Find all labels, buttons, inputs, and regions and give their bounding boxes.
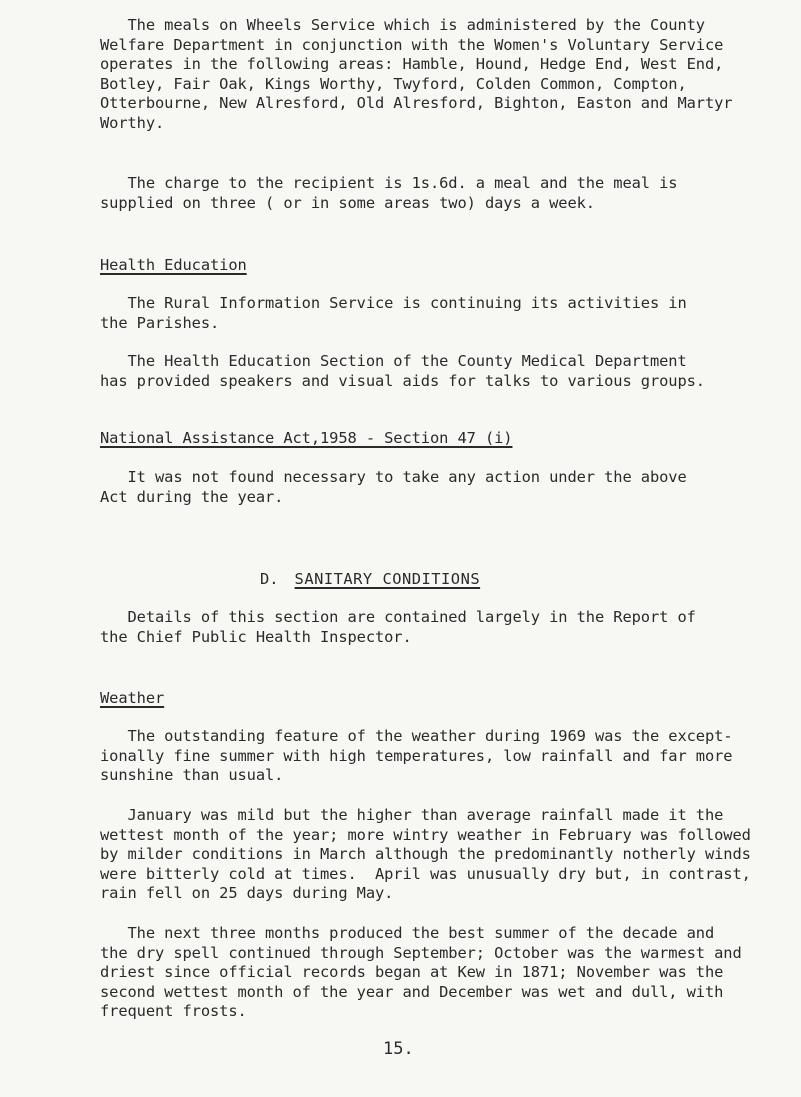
national-assistance-heading: National Assistance Act,1958 - Section 47 (i) <box>100 429 513 447</box>
weather-later-year-paragraph: The next three months produced the best summer of the decade and the dry spell continued through September; October was the warmest and driest since official records began at Kew in 1871; November was the second wettest month of the year and December was wet and dull, with frequent frosts. <box>100 924 742 1021</box>
health-education-section-paragraph: The Health Education Section of the County Medical Department has provided speakers and visual aids for talks to various groups. <box>100 352 705 390</box>
weather-summary-paragraph: The outstanding feature of the weather during 1969 was the except- ionally fine summer with high temperatures, low rainfall and far more sunshine than usual. <box>100 727 733 785</box>
health-education-heading: Health Education <box>100 256 247 274</box>
rural-information-paragraph: The Rural Information Service is continuing its activities in the Parishes. <box>100 294 687 332</box>
national-assistance-paragraph: It was not found necessary to take any action under the above Act during the year. <box>100 468 687 506</box>
section-letter: D. <box>260 570 279 588</box>
weather-heading: Weather <box>100 689 165 707</box>
meal-charge-paragraph: The charge to the recipient is 1s.6d. a meal and the meal is supplied on three ( or in some areas two) days a week. <box>100 174 678 212</box>
sanitary-conditions-heading <box>260 570 480 590</box>
weather-early-year-paragraph: January was mild but the higher than average rainfall made it the wettest month of the year; more wintry weather in February was followed by milder conditions in March although the predominantly notherly winds were bitterly cold at times. April was unusually dry but, in contrast, rain fell on 25 days during May. <box>100 806 751 903</box>
section-title: SANITARY CONDITIONS <box>294 570 481 588</box>
sanitary-conditions-paragraph: Details of this section are contained largely in the Report of the Chief Public Health Inspector. <box>100 608 696 646</box>
page-number: 15. <box>383 1039 414 1059</box>
meals-on-wheels-paragraph: The meals on Wheels Service which is administered by the County Welfare Department in conjunction with the Women's Voluntary Service operates in the following areas: Hamble, Hound, Hedge End, West End, Botley, Fair Oak, Kings Worthy, Twyford, Colden Common, Compton, Otterbourne, New Alresford, Old Alresford, Bighton, Easton and Martyr Worthy. <box>100 16 733 132</box>
